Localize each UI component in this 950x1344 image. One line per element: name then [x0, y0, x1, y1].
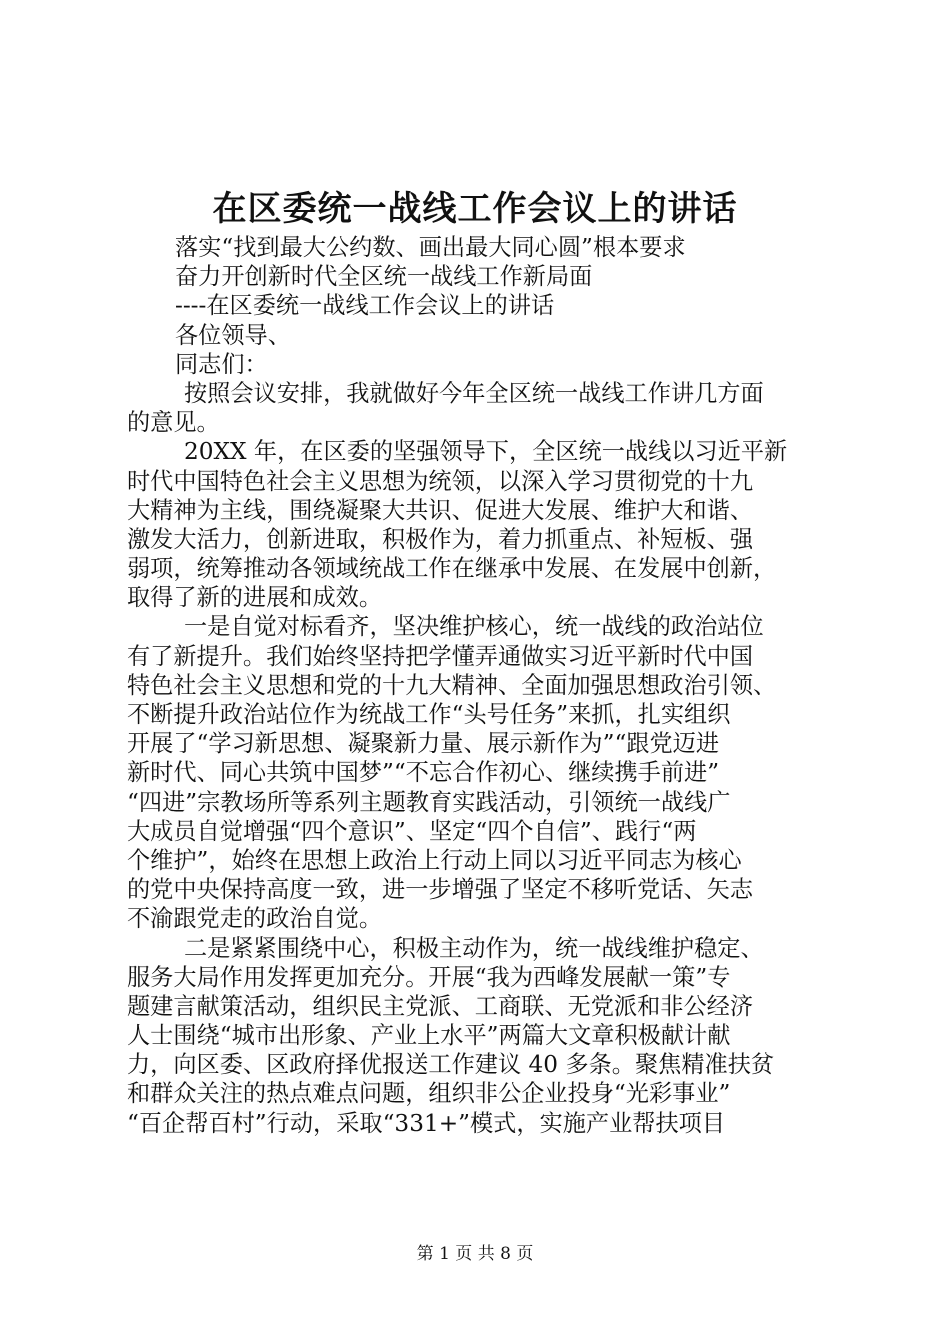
paragraph-line: 20XX 年，在区委的坚强领导下，全区统一战线以习近平新	[184, 438, 788, 466]
salutation-line: 同志们：	[175, 350, 268, 378]
salutation-line: 各位领导、	[175, 321, 291, 349]
page-number-footer: 第 1 页 共 8 页	[416, 1244, 534, 1264]
subtitle-line: 落实“找到最大公约数、画出最大同心圆”根本要求	[175, 234, 686, 261]
paragraph-line: 力，向区委、区政府择优报送工作建议 40 多条。聚焦精准扶贫	[127, 1051, 775, 1079]
paragraph-line: 二是紧紧围绕中心，积极主动作为，统一战线维护稳定、	[184, 934, 764, 962]
paragraph-line: 服务大局作用发挥更加充分。开展“我为西峰发展献一策”专	[127, 963, 731, 991]
paragraph-line: 不渝跟党走的政治自觉。	[127, 905, 383, 933]
paragraph-line: 取得了新的进展和成效。	[127, 584, 383, 612]
paragraph-line: 的党中央保持高度一致，进一步增强了坚定不移听党话、矢志	[127, 876, 754, 904]
document-body	[127, 233, 833, 1138]
paragraph-line: 一是自觉对标看齐，坚决维护核心，统一战线的政治站位	[184, 613, 764, 641]
paragraph-line: 大成员自觉增强“四个意识”、坚定“四个自信”、践行“两	[127, 817, 697, 845]
paragraph-line: 个维护”，始终在思想上政治上行动上同以习近平同志为核心	[127, 846, 742, 874]
paragraph-line: 新时代、同心共筑中国梦”“不忘合作初心、继续携手前进”	[127, 759, 720, 787]
paragraph-line: 特色社会主义思想和党的十九大精神、全面加强思想政治引领、	[127, 671, 777, 699]
document-title: 在区委统一战线工作会议上的讲话	[212, 189, 738, 229]
paragraph-line: 和群众关注的热点难点问题，组织非公企业投身“光彩事业”	[127, 1080, 731, 1108]
paragraph-line: 的意见。	[127, 409, 220, 437]
paragraph-line: 题建言献策活动，组织民主党派、工商联、无党派和非公经济	[127, 992, 754, 1020]
paragraph-line: 大精神为主线，围绕凝聚大共识、促进大发展、维护大和谐、	[127, 496, 754, 524]
paragraph-line: “百企帮百村”行动，采取“331+”模式，实施产业帮扶项目	[127, 1109, 726, 1137]
paragraph-line: 人士围绕“城市出形象、产业上水平”两篇大文章积极献计献	[127, 1022, 731, 1050]
paragraph-line: 按照会议安排，我就做好今年全区统一战线工作讲几方面	[184, 379, 764, 407]
paragraph-line: 不断提升政治站位作为统战工作“头号任务”来抓，扎实组织	[127, 701, 731, 728]
subtitle-line: 奋力开创新时代全区统一战线工作新局面	[175, 263, 593, 291]
paragraph-line: 开展了“学习新思想、凝聚新力量、展示新作为”“跟党迈进	[127, 730, 720, 758]
paragraph-line: 激发大活力，创新进取，积极作为，着力抓重点、补短板、强	[127, 525, 754, 553]
subtitle-line: ----在区委统一战线工作会议上的讲话	[175, 292, 555, 320]
paragraph-line: 时代中国特色社会主义思想为统领，以深入学习贯彻党的十九	[127, 467, 754, 495]
paragraph-line: “四进”宗教场所等系列主题教育实践活动，引领统一战线广	[127, 788, 731, 816]
paragraph-line: 弱项，统筹推动各领域统战工作在继承中发展、在发展中创新，	[127, 555, 777, 583]
paragraph-line: 有了新提升。我们始终坚持把学懂弄通做实习近平新时代中国	[127, 642, 754, 670]
